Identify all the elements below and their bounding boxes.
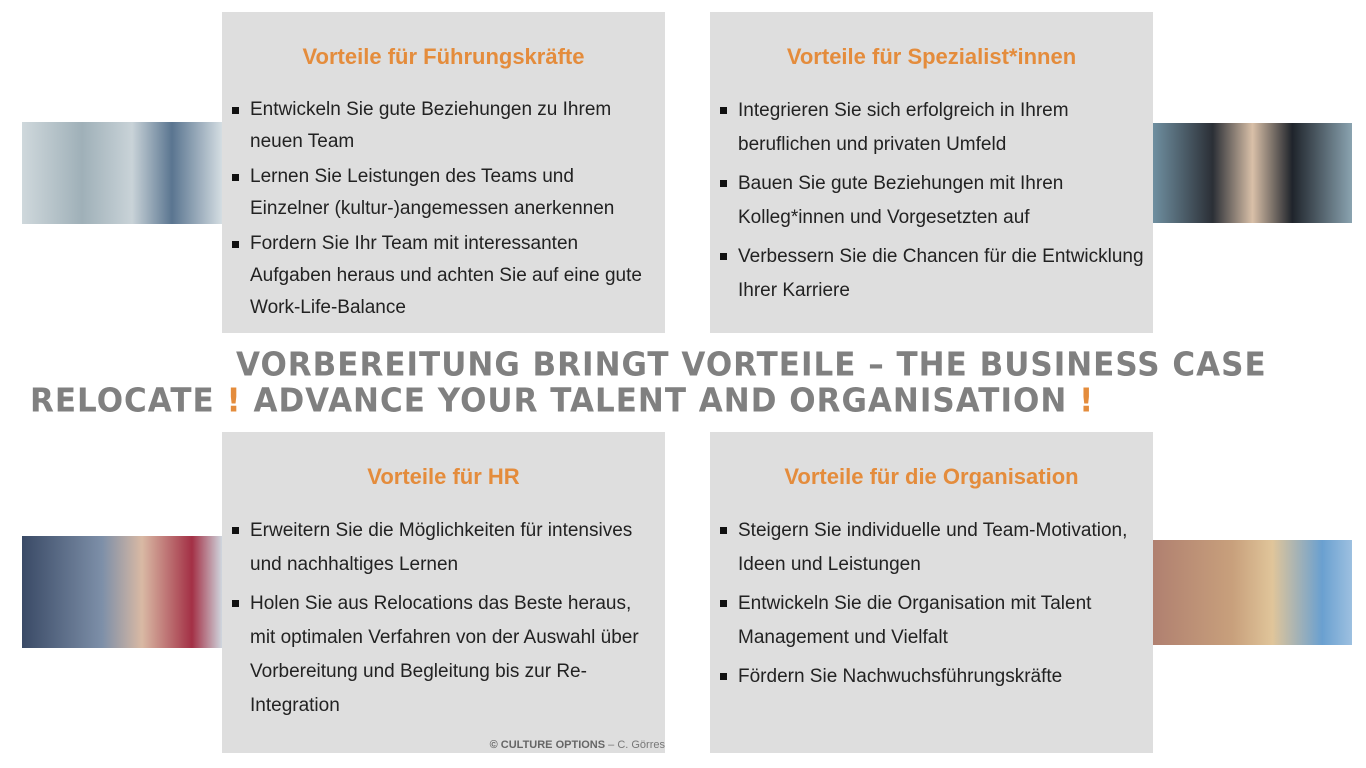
list-item: Lernen Sie Leistungen des Teams und Einzelner (kultur-)angemessen anerkennen — [232, 161, 657, 225]
list-item: Fordern Sie Ihr Team mit interessanten Aufgaben heraus und achten Sie auf eine gute Work-Life-Balance — [232, 228, 657, 324]
exclamation-mark: ! — [226, 382, 242, 420]
list-item: Entwickeln Sie die Organisation mit Talent Management und Vielfalt — [720, 587, 1145, 655]
box-organisation — [710, 432, 1153, 753]
box-title: Vorteile für die Organisation — [784, 464, 1079, 489]
copyright-brand: © CULTURE OPTIONS — [489, 739, 606, 751]
list-item: Integrieren Sie sich erfolgreich in Ihrem beruflichen und privaten Umfeld — [720, 94, 1145, 162]
photo-audience — [1153, 540, 1352, 645]
list-item: Fördern Sie Nachwuchsführungskräfte — [720, 660, 1145, 694]
photo-business-people — [1153, 123, 1352, 223]
box-specialists — [710, 12, 1153, 333]
list-item: Erweitern Sie die Möglichkeiten für intensives und nachhaltiges Lernen — [232, 514, 657, 582]
list-item: Bauen Sie gute Beziehungen mit Ihren Kolleg*innen und Vorgesetzten auf — [720, 167, 1145, 235]
box-title: Vorteile für Führungskräfte — [302, 44, 585, 69]
headline-relocate: RELOCATE — [30, 382, 215, 420]
list-item: Steigern Sie individuelle und Team-Motivation, Ideen und Leistungen — [720, 514, 1145, 582]
headline-line2 — [30, 382, 1094, 420]
list-item: Entwickeln Sie gute Beziehungen zu Ihrem neuen Team — [232, 94, 657, 158]
exclamation-mark: ! — [1079, 382, 1095, 420]
box-title: Vorteile für Spezialist*innen — [786, 44, 1077, 69]
box-leaders — [222, 12, 665, 333]
list-item: Verbessern Sie die Chancen für die Entwicklung Ihrer Karriere — [720, 240, 1145, 308]
photo-smiling-woman — [22, 536, 222, 648]
photo-meeting — [22, 122, 222, 224]
box-hr — [222, 432, 665, 753]
list-item: Holen Sie aus Relocations das Beste heraus, mit optimalen Verfahren von der Auswahl über Vorbereitung und Begleitung bis zur Re-Integration — [232, 587, 657, 723]
box-title: Vorteile für HR — [367, 464, 520, 489]
headline-line1: VORBEREITUNG BRINGT VORTEILE – THE BUSINESS CASE — [236, 346, 1267, 384]
copyright — [440, 739, 665, 751]
copyright-author: – C. Görres — [605, 739, 665, 751]
headline-advance: ADVANCE YOUR TALENT AND ORGANISATION — [253, 382, 1068, 420]
